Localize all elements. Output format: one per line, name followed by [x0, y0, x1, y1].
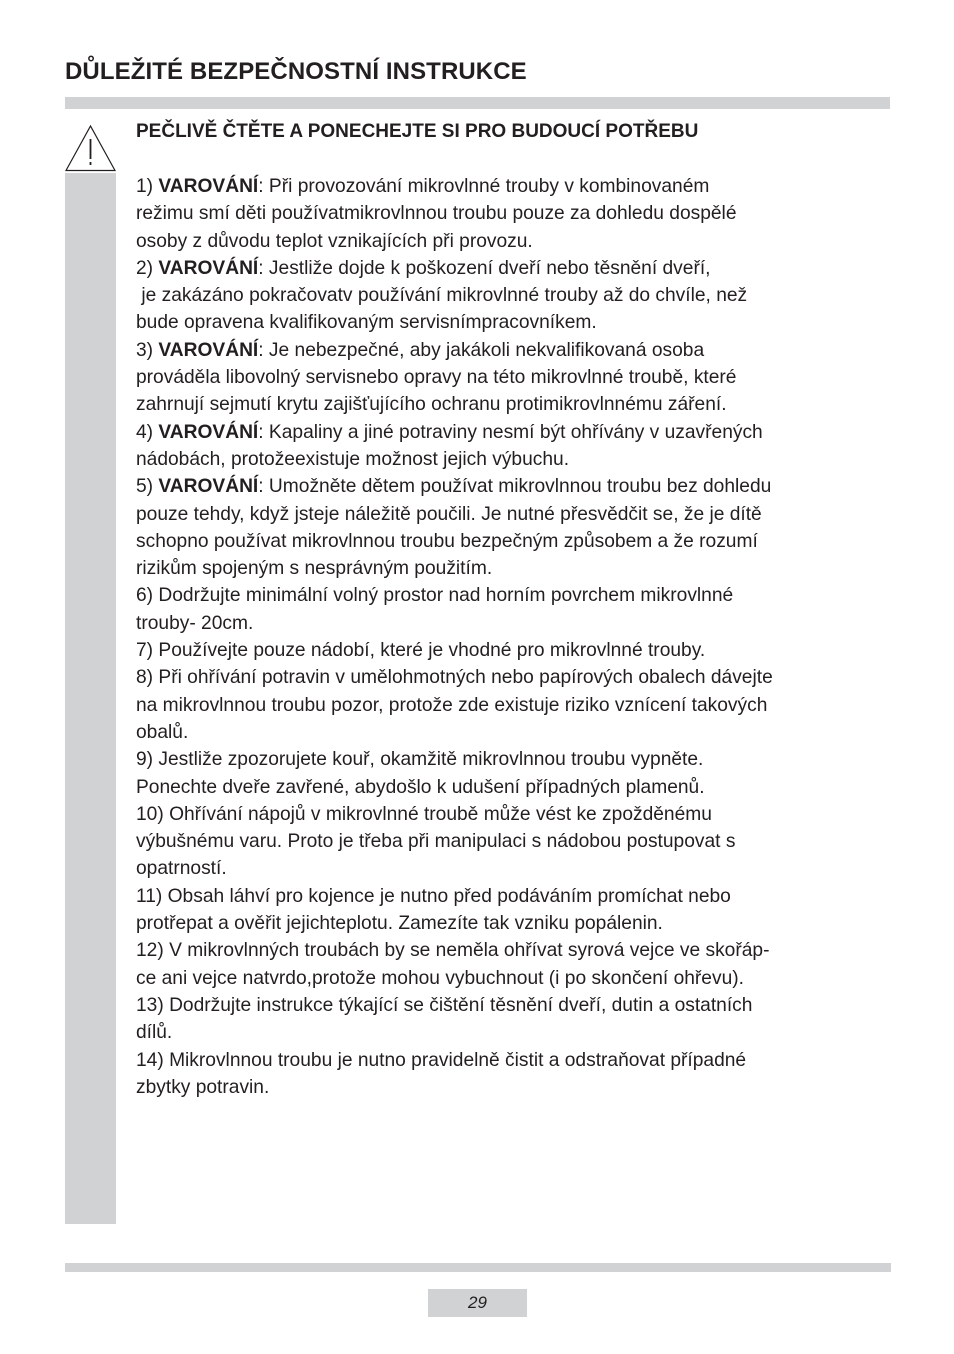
instruction-line [136, 937, 896, 964]
item-number: 3) [136, 339, 159, 361]
instruction-line [136, 473, 896, 500]
instruction-line [136, 855, 896, 882]
instruction-text: je zakázáno pokračovatv používání mikrovlnné trouby až do chvíle, než [136, 285, 748, 307]
instruction-line [136, 992, 896, 1019]
instruction-list [136, 173, 896, 1101]
instruction-text: 14) Mikrovlnnou troubu je nutno pravidelně čistit a odstraňovat případné [136, 1049, 747, 1071]
instruction-line [136, 364, 896, 391]
instruction-text: 9) Jestliže zpozorujete kouř, okamžitě mikrovlnnou troubu vypněte. [136, 749, 704, 771]
instruction-text: zahrnují sejmutí krytu zajišťujícího ochranu protimikrovlnnému záření. [136, 394, 727, 416]
instruction-line [136, 228, 896, 255]
instruction-line [136, 801, 896, 828]
warning-label: VAROVÁNÍ [158, 421, 259, 443]
instruction-line [136, 391, 896, 418]
warning-label: VAROVÁNÍ [158, 257, 259, 279]
instruction-item [136, 337, 896, 419]
item-number: 2) [136, 257, 159, 279]
instruction-text: : Kapaliny a jiné potraviny nesmí být ohřívány v uzavřených [258, 421, 763, 443]
instruction-text: protřepat a ověřit jejichteplotu. Zamezíte tak vzniku popálenin. [136, 913, 663, 935]
instruction-line [136, 610, 896, 637]
instruction-line [136, 337, 896, 364]
instruction-text: 6) Dodržujte minimální volný prostor nad horním povrchem mikrovlnné [136, 585, 734, 607]
warning-label: VAROVÁNÍ [158, 339, 259, 361]
instruction-item [136, 473, 896, 582]
instruction-text: pouze tehdy, když jsteje náležitě poučili. Je nutné přesvědčit se, že je dítě [136, 503, 762, 525]
instruction-text: 12) V mikrovlnných troubách by se neměla ohřívat syrová vejce ve skořáp- [136, 940, 770, 962]
instruction-item [136, 419, 896, 474]
instruction-line [136, 774, 896, 801]
instruction-line [136, 501, 896, 528]
instruction-text: 10) Ohřívání nápojů v mikrovlnné troubě může vést ke zpožděnému [136, 803, 712, 825]
side-bar [65, 173, 116, 1224]
instruction-line [136, 1047, 896, 1074]
warning-label: VAROVÁNÍ [158, 476, 259, 498]
page-title: DŮLEŽITÉ BEZPEČNOSTNÍ INSTRUKCE [65, 58, 527, 85]
instruction-text: trouby- 20cm. [136, 612, 254, 634]
instruction-line [136, 637, 896, 664]
instruction-item [136, 1047, 896, 1102]
instruction-text: výbušnému varu. Proto je třeba při manipulaci s nádobou postupovat s [136, 831, 736, 853]
instruction-item [136, 746, 896, 801]
page-number: 29 [428, 1289, 527, 1317]
instruction-text: obalů. [136, 721, 189, 743]
instruction-line [136, 255, 896, 282]
title-divider [65, 97, 890, 109]
instruction-item [136, 801, 896, 883]
instruction-line [136, 582, 896, 609]
instruction-line [136, 1074, 896, 1101]
instruction-text: : Je nebezpečné, aby jakákoli nekvalifikovaná osoba [258, 339, 705, 361]
instruction-line [136, 746, 896, 773]
instruction-text: : Při provozování mikrovlnné trouby v kombinovaném [258, 176, 710, 197]
instruction-text: bude opravena kvalifikovaným servisnímpracovníkem. [136, 312, 597, 334]
instruction-line [136, 719, 896, 746]
subheading: PEČLIVĚ ČTĚTE A PONECHEJTE SI PRO BUDOUCÍ POTŘEBU [136, 121, 699, 142]
item-number: 1) [136, 176, 159, 197]
instructions-content [136, 119, 896, 1101]
instruction-line [136, 419, 896, 446]
instruction-line [136, 883, 896, 910]
instruction-line [136, 692, 896, 719]
instruction-text: režimu smí děti používatmikrovlnnou troubu pouze za dohledu dospělé [136, 203, 737, 225]
instruction-line [136, 828, 896, 855]
instruction-line [136, 200, 896, 227]
instruction-line [136, 309, 896, 336]
instruction-text: 7) Používejte pouze nádobí, které je vhodné pro mikrovlnné trouby. [136, 640, 706, 662]
instruction-line [136, 446, 896, 473]
warning-triangle-icon [64, 124, 117, 173]
instruction-item [136, 173, 896, 255]
instruction-line [136, 555, 896, 582]
instruction-text: dílů. [136, 1022, 173, 1044]
instruction-line [136, 910, 896, 937]
instruction-text: 11) Obsah láhví pro kojence je nutno před podáváním promíchat nebo [136, 885, 731, 907]
instruction-item [136, 937, 896, 992]
instruction-line [136, 282, 896, 309]
instruction-item [136, 637, 896, 664]
instruction-text: 13) Dodržujte instrukce týkající se čištění těsnění dveří, dutin a ostatních [136, 994, 753, 1016]
instruction-text: ce ani vejce natvrdo,protože mohou vybuchnout (i po skončení ohřevu). [136, 967, 744, 989]
instruction-line [136, 965, 896, 992]
instruction-item [136, 664, 896, 746]
warning-label: VAROVÁNÍ [158, 176, 259, 197]
instruction-item [136, 883, 896, 938]
instruction-text: opatrností. [136, 858, 227, 880]
item-number: 5) [136, 476, 159, 498]
instruction-text: Ponechte dveře zavřené, abydošlo k udušení případných plamenů. [136, 776, 705, 798]
instruction-line [136, 664, 896, 691]
instruction-text: rizikům spojeným s nesprávným použitím. [136, 558, 493, 580]
instruction-text: : Jestliže dojde k poškození dveří nebo těsnění dveří, [258, 257, 711, 279]
instruction-text: nádobách, protožeexistuje možnost jejich výbuchu. [136, 448, 570, 470]
instruction-line [136, 528, 896, 555]
instruction-text: : Umožněte dětem používat mikrovlnnou troubu bez dohledu [258, 476, 772, 498]
footer-divider [65, 1263, 891, 1272]
instruction-text: schopno používat mikrovlnnou troubu bezpečným způsobem a že rozumí [136, 530, 758, 552]
instruction-text: osoby z důvodu teplot vznikajících při provozu. [136, 230, 533, 252]
instruction-item [136, 582, 896, 637]
instruction-text: 8) Při ohřívání potravin v umělohmotných nebo papírových obalech dávejte [136, 667, 773, 689]
instruction-text: na mikrovlnnou troubu pozor, protože zde existuje riziko vznícení takových [136, 694, 768, 716]
instruction-line [136, 173, 896, 200]
instruction-item [136, 255, 896, 337]
instruction-item [136, 992, 896, 1047]
instruction-line [136, 1019, 896, 1046]
instruction-text: zbytky potravin. [136, 1076, 270, 1098]
item-number: 4) [136, 421, 159, 443]
instruction-text: prováděla libovolný servisnebo opravy na této mikrovlnné troubě, které [136, 367, 737, 389]
